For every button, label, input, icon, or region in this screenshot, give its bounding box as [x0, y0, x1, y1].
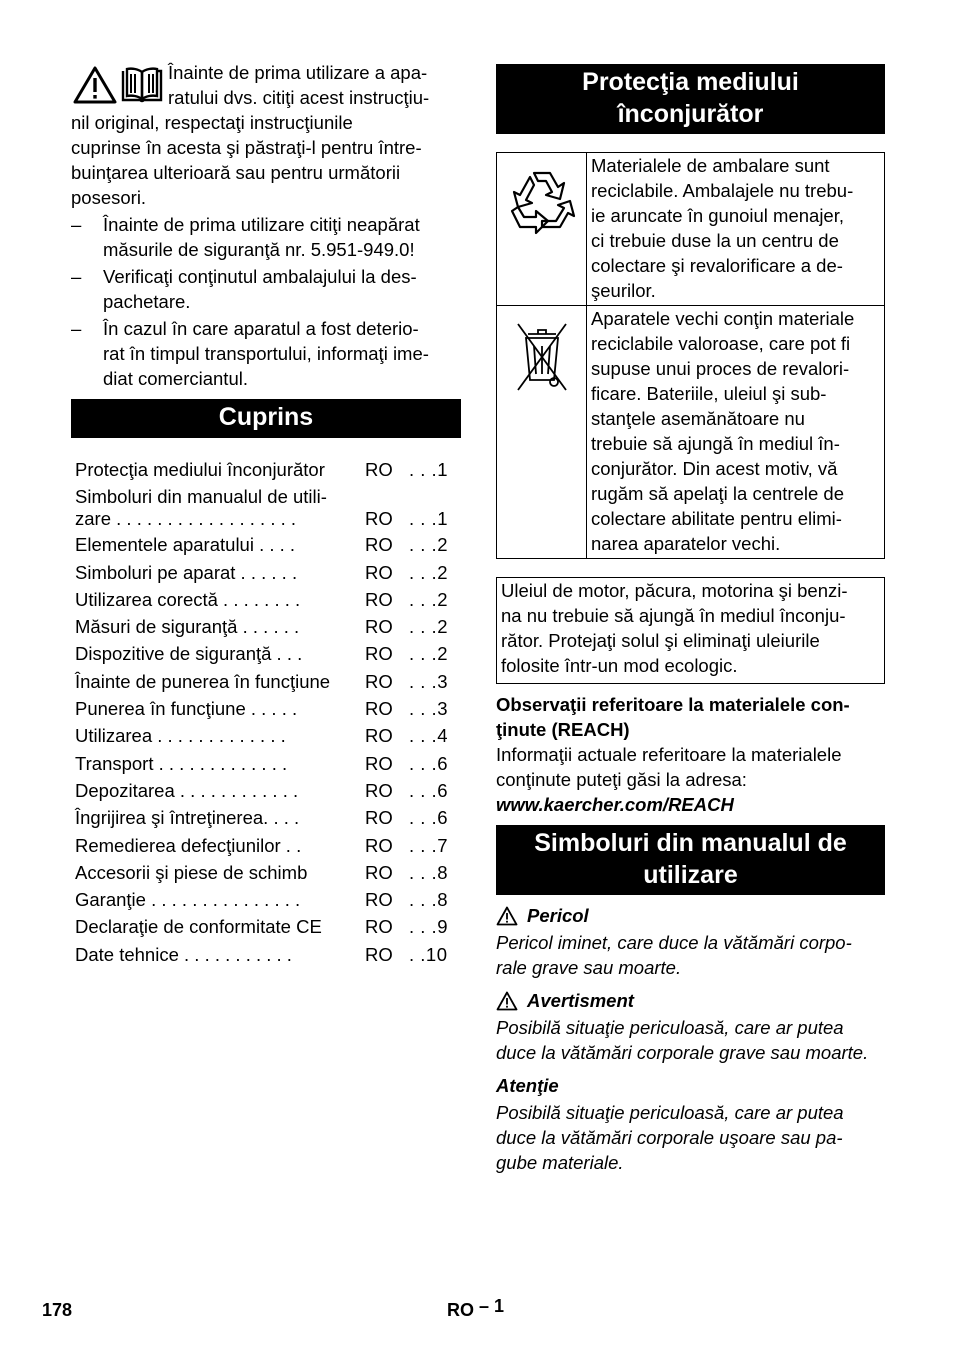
warning-text	[496, 1015, 885, 1065]
cuprins-heading: Cuprins	[71, 399, 461, 438]
left-column	[71, 60, 461, 968]
intro-text-line: nil original, respectaţi instrucţiunile	[71, 112, 353, 133]
recycle-icon	[502, 165, 582, 247]
toc-page: . . .2	[409, 534, 448, 556]
toc-lang: RO	[365, 725, 393, 747]
toc-lang: RO	[365, 534, 393, 556]
toc-lang: RO	[365, 807, 393, 829]
text-line: Posibilă situaţie periculoasă, care ar putea	[496, 1017, 844, 1038]
caution-text	[496, 1100, 885, 1175]
text-line: ficare. Bateriile, uleiul şi sub-	[591, 383, 827, 404]
toc-title: Utilizarea corectă . . . . . . . .	[75, 588, 301, 610]
warning-heading	[496, 988, 885, 1013]
toc-title: Accesorii şi piese de schimb	[75, 861, 308, 883]
danger-title: Pericol	[527, 905, 589, 926]
intro-text-line: cuprinse în acesta şi păstraţi-l pentru între-	[71, 137, 422, 158]
heading-line: înconjurător	[617, 100, 764, 128]
dash-marker: –	[71, 266, 82, 287]
toc-row[interactable]	[75, 941, 461, 968]
warning-title: Avertisment	[527, 990, 634, 1011]
toc-title: Remedierea defecţiunilor . .	[75, 834, 302, 856]
table-of-contents	[71, 456, 461, 968]
toc-page: . .10	[409, 943, 448, 965]
toc-title: Date tehnice . . . . . . . . . . .	[75, 943, 292, 965]
toc-title: Elementele aparatului . . . .	[75, 534, 296, 556]
toc-row[interactable]	[75, 859, 461, 886]
intro-text-line: ratului dvs. citiţi acest instrucţiu-	[168, 87, 430, 108]
toc-row[interactable]	[75, 668, 461, 695]
text-line: Materialele de ambalare sunt	[591, 155, 830, 176]
toc-row[interactable]	[75, 750, 461, 777]
toc-lang: RO	[365, 889, 393, 911]
text-line: trebuie să ajungă în mediul în-	[591, 433, 840, 454]
text-line: gube materiale.	[496, 1152, 624, 1173]
icon-cell	[497, 153, 587, 306]
toc-title: Simboluri pe aparat . . . . . .	[75, 561, 298, 583]
text-line: duce la vătămări corporale uşoare sau pa-	[496, 1127, 843, 1148]
toc-page: . . .8	[409, 889, 448, 911]
text-line: folosite într-un mod ecologic.	[501, 655, 738, 676]
environment-table	[496, 152, 885, 559]
bullet-line: rat în timpul transportului, informaţi ime-	[103, 343, 429, 364]
toc-row[interactable]	[75, 832, 461, 859]
toc-page: . . .1	[409, 508, 448, 530]
toc-title: Înainte de punerea în funcţiune	[75, 670, 331, 692]
toc-page: . . .9	[409, 916, 448, 938]
text-line: rale grave sau moarte.	[496, 957, 682, 978]
intro-icons	[73, 66, 164, 104]
toc-lang: RO	[365, 779, 393, 801]
footer-lang: RO	[447, 1300, 474, 1320]
page-number: 178	[42, 1300, 73, 1320]
text-cell	[587, 306, 885, 559]
toc-lang: RO	[365, 508, 393, 530]
bullet-line: Verificaţi conţinutul ambalajului la des-	[103, 266, 417, 287]
text-line: Pericol iminet, care duce la vătămări corpo-	[496, 932, 852, 953]
text-line: Aparatele vechi conţin materiale	[591, 308, 855, 329]
warning-triangle-icon	[496, 991, 518, 1011]
toc-page: . . .2	[409, 616, 448, 638]
toc-title: Măsuri de siguranţă . . . . . .	[75, 616, 300, 638]
toc-row[interactable]	[75, 886, 461, 913]
toc-lang: RO	[365, 616, 393, 638]
toc-page: . . .3	[409, 670, 448, 692]
dash-marker: –	[71, 214, 82, 235]
list-item	[71, 264, 461, 314]
caution-heading	[496, 1073, 885, 1098]
text-line: stanţele asemănătoare nu	[591, 408, 805, 429]
manual-book-icon	[120, 66, 164, 104]
text-line: na nu trebuie să ajungă în mediul înconju-	[501, 605, 846, 626]
toc-title: Garanţie . . . . . . . . . . . . . . .	[75, 889, 301, 911]
text-line: colectare abilitate pentru elimi-	[591, 508, 842, 529]
toc-page: . . .2	[409, 561, 448, 583]
dash-marker: –	[71, 318, 82, 339]
text-line: Uleiul de motor, păcura, motorina şi benzi-	[501, 580, 848, 601]
text-line: conjurător. Din acest motiv, vă	[591, 458, 838, 479]
toc-lang: RO	[365, 752, 393, 774]
toc-title: Simboluri din manualul de utili-	[75, 486, 327, 508]
list-item	[71, 316, 461, 391]
reach-text: Informaţii actuale referitoare la materialele	[496, 744, 842, 765]
toc-page: . . .1	[409, 459, 448, 480]
warning-triangle-icon	[496, 906, 518, 926]
toc-row[interactable]	[75, 483, 461, 531]
intro-text-line: posesori.	[71, 187, 147, 208]
environment-heading	[496, 64, 885, 134]
toc-lang: RO	[365, 916, 393, 938]
heading-line: utilizare	[643, 861, 738, 889]
text-line: reciclabile valoroase, care pot fi	[591, 333, 851, 354]
text-line: duce la vătămări corporale grave sau moarte.	[496, 1042, 869, 1063]
toc-page: . . .7	[409, 834, 448, 856]
toc-page: . . .2	[409, 588, 448, 610]
toc-page: . . .8	[409, 861, 448, 883]
toc-lang: RO	[365, 943, 393, 965]
toc-page: . . .4	[409, 725, 448, 747]
bullet-line: diat comerciantul.	[103, 368, 248, 389]
toc-title: Protecţia mediului înconjurător	[75, 459, 325, 480]
toc-title: Îngrijirea şi întreţinerea. . . .	[75, 807, 300, 829]
toc-lang: RO	[365, 698, 393, 720]
toc-row[interactable]	[75, 722, 461, 749]
text-cell	[587, 153, 885, 306]
toc-page: . . .6	[409, 779, 448, 801]
toc-page: . . .3	[409, 698, 448, 720]
toc-title: Transport . . . . . . . . . . . . .	[75, 752, 288, 774]
text-line: rător. Protejaţi solul şi eliminaţi uleiurile	[501, 630, 820, 651]
toc-lang: RO	[365, 670, 393, 692]
table-row	[497, 153, 885, 306]
danger-text	[496, 930, 885, 980]
right-column	[496, 64, 885, 1175]
toc-row[interactable]	[75, 456, 461, 483]
toc-title: Dispozitive de siguranţă . . .	[75, 643, 303, 665]
toc-lang: RO	[365, 861, 393, 883]
text-line: şeurilor.	[591, 280, 656, 301]
intro-text-line: Înainte de prima utilizare a apa-	[168, 62, 428, 83]
toc-row[interactable]	[75, 531, 461, 558]
footer-section: – 1	[479, 1296, 505, 1316]
reach-heading: ţinute (REACH)	[496, 719, 630, 740]
text-line: narea aparatelor vechi.	[591, 533, 781, 554]
reach-section	[496, 692, 885, 817]
text-line: reciclabile. Ambalajele nu trebu-	[591, 180, 854, 201]
toc-lang: RO	[365, 459, 393, 480]
heading-line: Protecţia mediului	[582, 68, 799, 96]
list-item	[71, 212, 461, 262]
toc-lang: RO	[365, 588, 393, 610]
bullet-line: În cazul în care aparatul a fost deterio-	[103, 318, 419, 339]
bullet-line: Înainte de prima utilizare citiţi neapărat	[103, 214, 420, 235]
toc-row[interactable]	[75, 913, 461, 940]
intro-section	[71, 60, 461, 391]
intro-text-line: buinţarea ulterioară sau pentru următorii	[71, 162, 401, 183]
reach-text: conţinute puteţi găsi la adresa:	[496, 769, 747, 790]
warning-triangle-icon	[73, 66, 117, 104]
icon-cell	[497, 306, 587, 559]
toc-row[interactable]	[75, 695, 461, 722]
toc-row[interactable]	[75, 640, 461, 667]
toc-page: . . .2	[409, 643, 448, 665]
toc-lang: RO	[365, 561, 393, 583]
danger-heading	[496, 903, 885, 928]
reach-heading: Observaţii referitoare la materialele con-	[496, 694, 850, 715]
toc-title-continued: zare . . . . . . . . . . . . . . . . . .	[75, 508, 297, 530]
toc-row[interactable]	[75, 559, 461, 586]
toc-lang: RO	[365, 643, 393, 665]
toc-page: . . .6	[409, 752, 448, 774]
toc-row[interactable]	[75, 777, 461, 804]
toc-title: Depozitarea . . . . . . . . . . . .	[75, 779, 299, 801]
toc-page: . . .6	[409, 807, 448, 829]
heading-line: Simboluri din manualul de	[534, 829, 847, 857]
caution-title: Atenţie	[496, 1075, 559, 1096]
oil-note-box	[496, 577, 885, 684]
symbols-heading	[496, 825, 885, 895]
toc-title: Utilizarea . . . . . . . . . . . . .	[75, 725, 286, 747]
text-line: Posibilă situaţie periculoasă, care ar putea	[496, 1102, 844, 1123]
toc-title: Declaraţie de conformitate CE	[75, 916, 322, 938]
toc-row[interactable]	[75, 613, 461, 640]
bullet-line: măsurile de siguranţă nr. 5.951-949.0!	[103, 239, 415, 260]
reach-url-link[interactable]: www.kaercher.com/REACH	[496, 794, 734, 815]
crossed-bin-icon	[512, 316, 572, 394]
toc-row[interactable]	[75, 804, 461, 831]
intro-bullet-list	[71, 212, 461, 391]
table-row	[497, 306, 885, 559]
text-line: ie aruncate în gunoiul menajer,	[591, 205, 845, 226]
toc-row[interactable]	[75, 586, 461, 613]
text-line: ci trebuie duse la un centru de	[591, 230, 839, 251]
text-line: colectare şi revalorificare a de-	[591, 255, 843, 276]
footer-section-label	[447, 1298, 504, 1323]
toc-lang: RO	[365, 834, 393, 856]
text-line: supuse unui proces de revalori-	[591, 358, 850, 379]
bullet-line: pachetare.	[103, 291, 191, 312]
text-line: rugăm să apelaţi la centrele de	[591, 483, 844, 504]
toc-title: Punerea în funcţiune . . . . .	[75, 698, 298, 720]
